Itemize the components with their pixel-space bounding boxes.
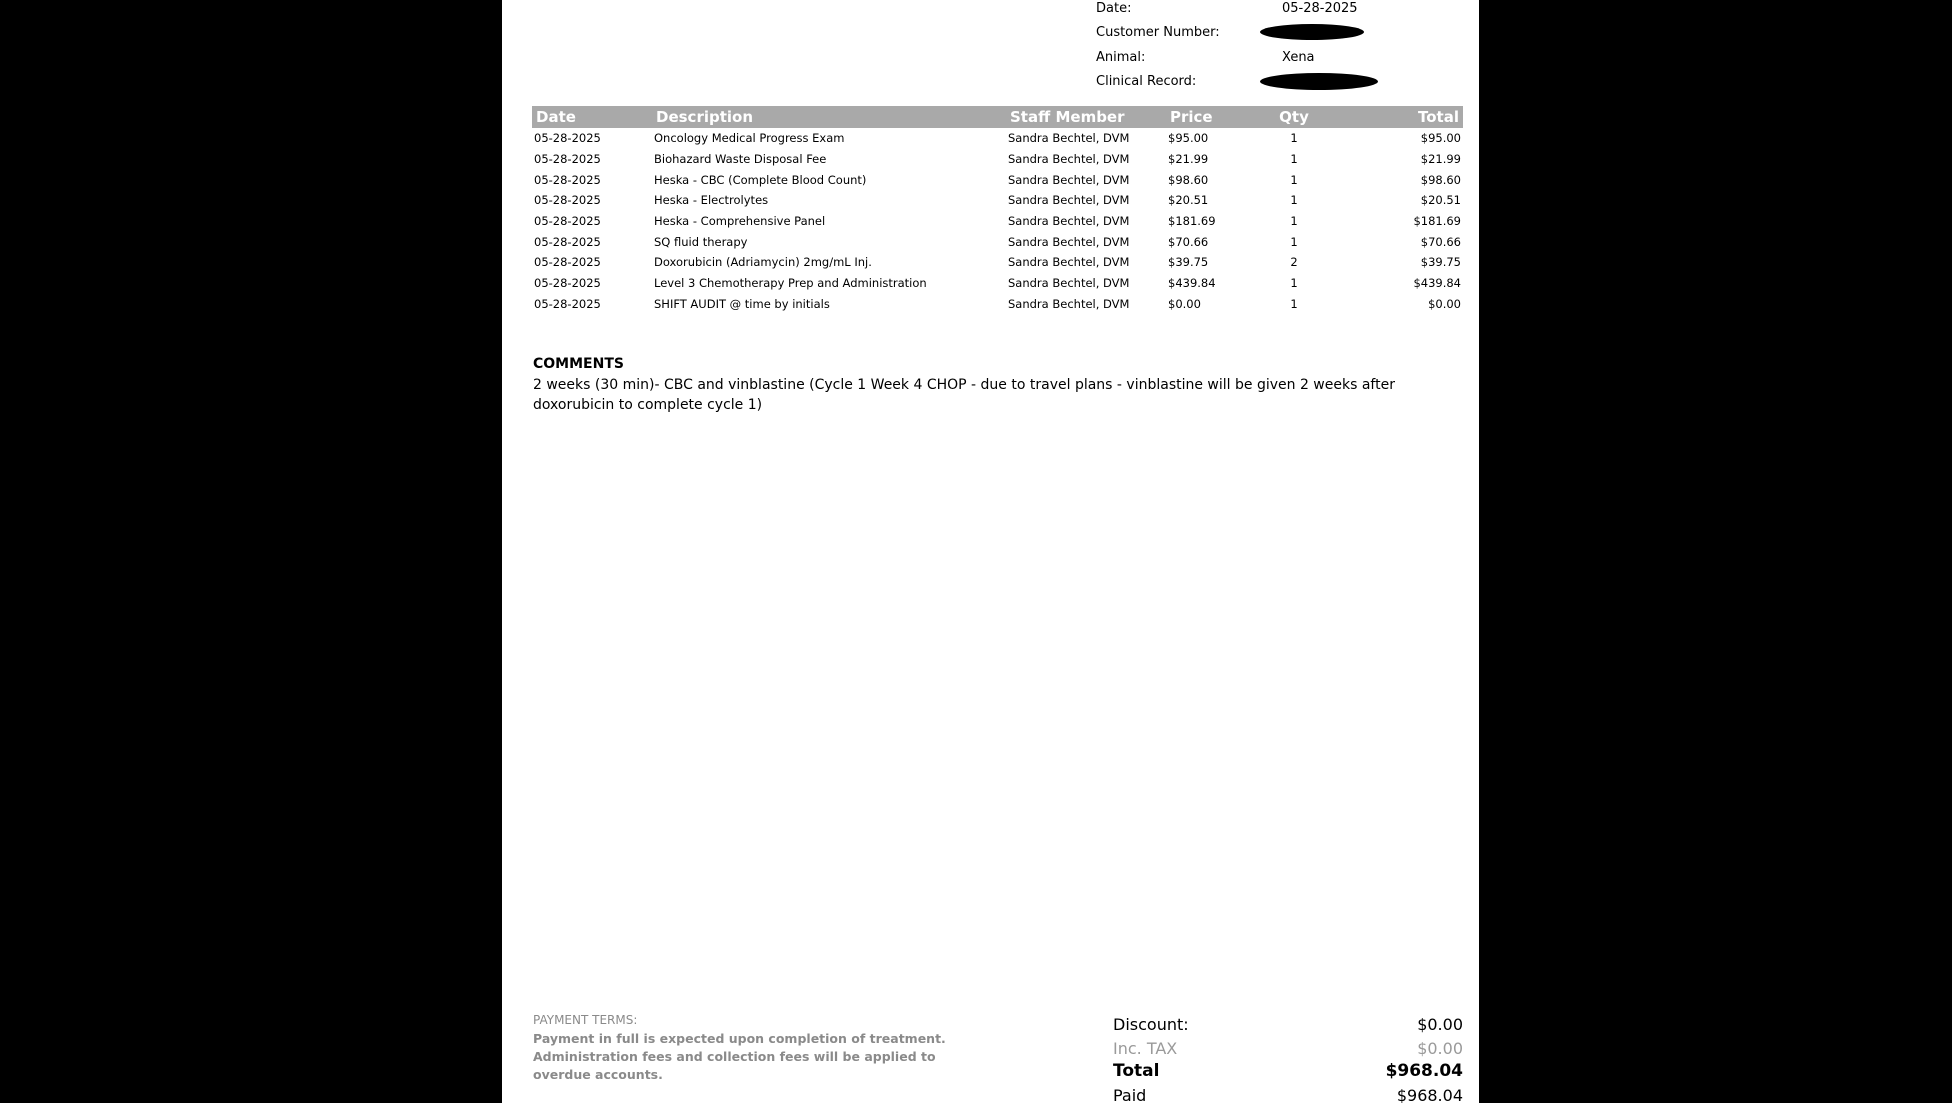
customer-number-redaction: [1260, 24, 1364, 40]
invoice-page: [502, 0, 1479, 1103]
cell-description: SQ fluid therapy: [654, 234, 748, 249]
tax-row: [1113, 1037, 1463, 1061]
comments-text: 2 weeks (30 min)- CBC and vinblastine (Cycle 1 Week 4 CHOP - due to travel plans - vinblastine will be given 2 weeks after doxorubicin to complete cycle 1): [533, 377, 1395, 413]
cell-qty: 1: [1290, 131, 1298, 146]
table-row: [532, 128, 1463, 149]
cell-staff: Sandra Bechtel, DVM: [1008, 255, 1130, 270]
cell-description: Biohazard Waste Disposal Fee: [654, 152, 827, 167]
customer-number-label: Customer Number:: [1096, 25, 1220, 40]
cell-price: $95.00: [1168, 131, 1209, 146]
cell-date: 05-28-2025: [534, 234, 601, 249]
cell-total: $39.75: [1420, 255, 1461, 270]
cell-staff: Sandra Bechtel, DVM: [1008, 172, 1130, 187]
cell-total: $95.00: [1420, 131, 1461, 146]
cell-date: 05-28-2025: [534, 296, 601, 311]
cell-price: $98.60: [1168, 172, 1209, 187]
cell-description: Heska - Comprehensive Panel: [654, 214, 826, 229]
discount-row: [1113, 1013, 1463, 1037]
table-row: [532, 294, 1463, 315]
cell-total: $181.69: [1413, 214, 1461, 229]
column-header-date: Date: [532, 106, 652, 128]
payment-terms-text: Payment in full is expected upon completion of treatment. Administration fees and collection fees will be applied to overdue accounts.: [533, 1031, 946, 1082]
table-row: [532, 252, 1463, 273]
cell-staff: Sandra Bechtel, DVM: [1008, 276, 1130, 291]
paid-value: $968.04: [1396, 1085, 1463, 1103]
cell-total: $70.66: [1420, 234, 1461, 249]
cell-price: $39.75: [1168, 255, 1209, 270]
cell-staff: Sandra Bechtel, DVM: [1008, 152, 1130, 167]
column-header-description: Description: [652, 106, 1006, 128]
cell-price: $181.69: [1168, 214, 1216, 229]
cell-description: SHIFT AUDIT @ time by initials: [654, 296, 830, 311]
total-value: $968.04: [1385, 1061, 1463, 1081]
total-row: [1113, 1060, 1463, 1084]
clinical-record-redaction: [1260, 73, 1378, 90]
clinical-record-label: Clinical Record:: [1096, 74, 1197, 89]
cell-qty: 1: [1290, 193, 1298, 208]
cell-qty: 1: [1290, 172, 1298, 187]
totals-summary: [1113, 1013, 1463, 1103]
table-row: [532, 231, 1463, 252]
cell-qty: 1: [1290, 276, 1298, 291]
cell-price: $70.66: [1168, 234, 1209, 249]
column-header-staff: Staff Member: [1006, 106, 1166, 128]
cell-staff: Sandra Bechtel, DVM: [1008, 296, 1130, 311]
cell-date: 05-28-2025: [534, 214, 601, 229]
cell-description: Doxorubicin (Adriamycin) 2mg/mL Inj.: [654, 255, 872, 270]
date-label: Date:: [1096, 1, 1132, 16]
discount-value: $0.00: [1417, 1015, 1463, 1034]
cell-qty: 1: [1290, 296, 1298, 311]
animal-value: Xena: [1282, 50, 1315, 65]
cell-qty: 1: [1290, 234, 1298, 249]
cell-qty: 1: [1290, 214, 1298, 229]
payment-terms: [533, 1013, 973, 1084]
payment-terms-heading: PAYMENT TERMS:: [533, 1013, 638, 1027]
cell-qty: 1: [1290, 152, 1298, 167]
total-label: Total: [1113, 1061, 1160, 1081]
cell-price: $0.00: [1168, 296, 1201, 311]
table-row: [532, 190, 1463, 211]
table-row: [532, 149, 1463, 170]
cell-description: Level 3 Chemotherapy Prep and Administration: [654, 276, 927, 291]
cell-total: $20.51: [1420, 193, 1461, 208]
tax-label: Inc. TAX: [1113, 1038, 1178, 1058]
cell-staff: Sandra Bechtel, DVM: [1008, 193, 1130, 208]
discount-label: Discount:: [1113, 1015, 1189, 1034]
cell-description: Heska - CBC (Complete Blood Count): [654, 172, 867, 187]
table-row: [532, 169, 1463, 190]
cell-staff: Sandra Bechtel, DVM: [1008, 131, 1130, 146]
cell-description: Heska - Electrolytes: [654, 193, 769, 208]
animal-label: Animal:: [1096, 50, 1146, 65]
cell-price: $20.51: [1168, 193, 1209, 208]
paid-label: Paid: [1113, 1085, 1147, 1103]
cell-price: $439.84: [1168, 276, 1216, 291]
line-items-table: [532, 106, 1463, 314]
cell-total: $439.84: [1413, 276, 1461, 291]
cell-date: 05-28-2025: [534, 193, 601, 208]
cell-description: Oncology Medical Progress Exam: [654, 131, 845, 146]
cell-total: $98.60: [1420, 172, 1461, 187]
cell-date: 05-28-2025: [534, 152, 601, 167]
cell-total: $0.00: [1428, 296, 1461, 311]
cell-date: 05-28-2025: [534, 131, 601, 146]
tax-value: $0.00: [1417, 1038, 1463, 1058]
cell-staff: Sandra Bechtel, DVM: [1008, 234, 1130, 249]
cell-date: 05-28-2025: [534, 276, 601, 291]
date-value: 05-28-2025: [1282, 1, 1358, 16]
comments-heading: COMMENTS: [533, 356, 624, 372]
table-header-row: [532, 106, 1463, 128]
cell-total: $21.99: [1420, 152, 1461, 167]
paid-row: [1113, 1084, 1463, 1103]
cell-date: 05-28-2025: [534, 172, 601, 187]
cell-qty: 2: [1290, 255, 1298, 270]
column-header-total: Total: [1328, 106, 1463, 128]
column-header-price: Price: [1166, 106, 1260, 128]
cell-date: 05-28-2025: [534, 255, 601, 270]
cell-price: $21.99: [1168, 152, 1209, 167]
column-header-qty: Qty: [1260, 106, 1328, 128]
table-row: [532, 273, 1463, 294]
table-row: [532, 211, 1463, 232]
cell-staff: Sandra Bechtel, DVM: [1008, 214, 1130, 229]
